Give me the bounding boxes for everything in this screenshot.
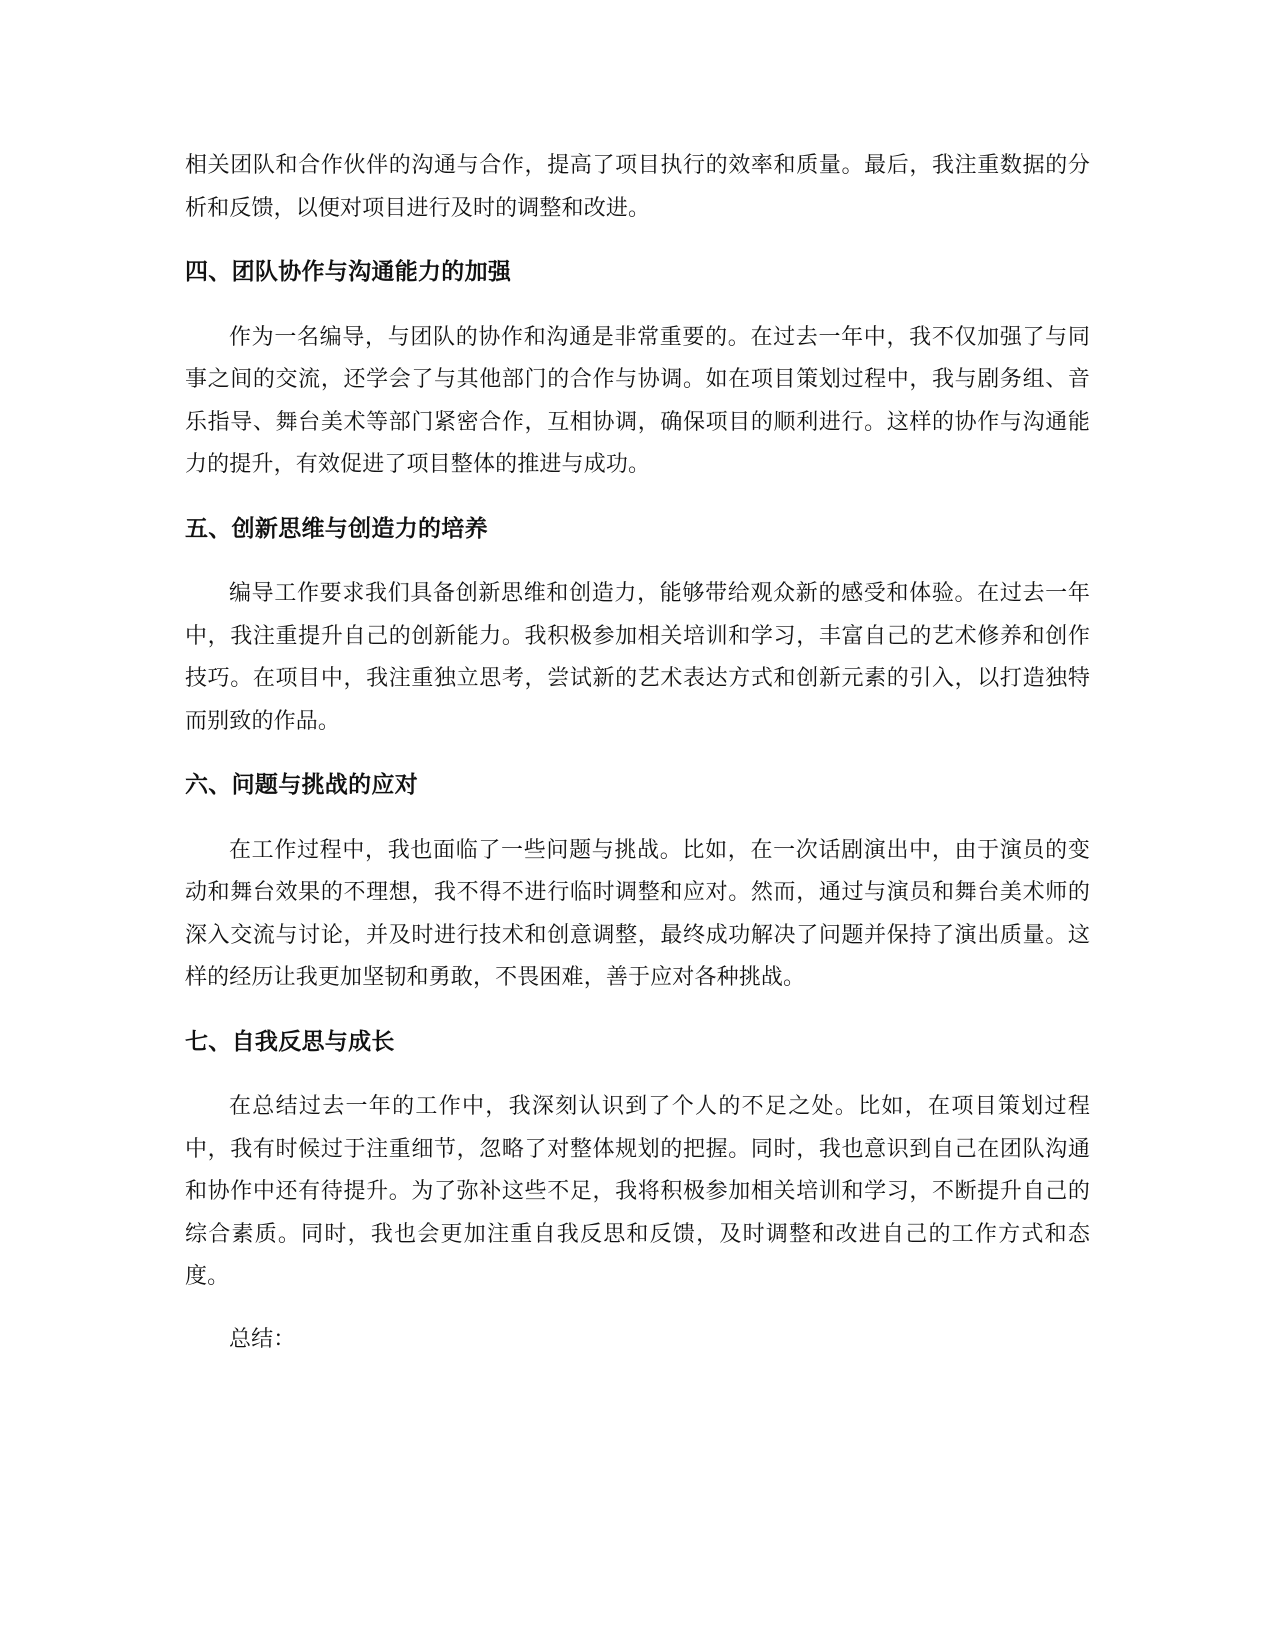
section-heading-4: 四、团队协作与沟通能力的加强 xyxy=(185,259,512,285)
section-heading-5: 五、创新思维与创造力的培养 xyxy=(185,515,488,542)
section-body-5: 编导工作要求我们具备创新思维和创造力，能够带给观众新的感受和体验。在过去一年中，我注重提升自己的创新能力。我积极参加相关培训和学习，丰富自己的艺术修养和创作技巧。在项目中，我注重独立思考，尝试新的艺术表达方式和创新元素的引入，以打造独特而别致的作品。 xyxy=(185,581,1090,734)
section-body-4: 作为一名编导，与团队的协作和沟通是非常重要的。在过去一年中，我不仅加强了与同事之间的交流，还学会了与其他部门的合作与协调。如在项目策划过程中，我与剧务组、音乐指导、舞台美术等部门紧密合作，互相协调，确保项目的顺利进行。这样的协作与沟通能力的提升，有效促进了项目整体的推进与成功。 xyxy=(185,324,1090,477)
section-body-7: 在总结过去一年的工作中，我深刻认识到了个人的不足之处。比如，在项目策划过程中，我有时候过于注重细节，忽略了对整体规划的把握。同时，我也意识到自己在团队沟通和协作中还有待提升。为了弥补这些不足，我将积极参加相关培训和学习，不断提升自己的综合素质。同时，我也会更加注重自我反思和反馈，及时调整和改进自己的工作方式和态度。 xyxy=(185,1094,1090,1289)
document-body xyxy=(185,145,1090,1361)
section-body-6: 在工作过程中，我也面临了一些问题与挑战。比如，在一次话剧演出中，由于演员的变动和舞台效果的不理想，我不得不进行临时调整和应对。然而，通过与演员和舞台美术师的深入交流与讨论，并及时进行技术和创意调整，最终成功解决了问题并保持了演出质量。这样的经历让我更加坚韧和勇敢，不畏困难，善于应对各种挑战。 xyxy=(185,837,1090,990)
section-heading-6: 六、问题与挑战的应对 xyxy=(185,772,418,798)
section-heading-7: 七、自我反思与成长 xyxy=(185,1028,395,1055)
summary-label: 总结： xyxy=(229,1326,296,1352)
intro-paragraph: 相关团队和合作伙伴的沟通与合作，提高了项目执行的效率和质量。最后，我注重数据的分析和反馈，以便对项目进行及时的调整和改进。 xyxy=(185,153,1090,221)
